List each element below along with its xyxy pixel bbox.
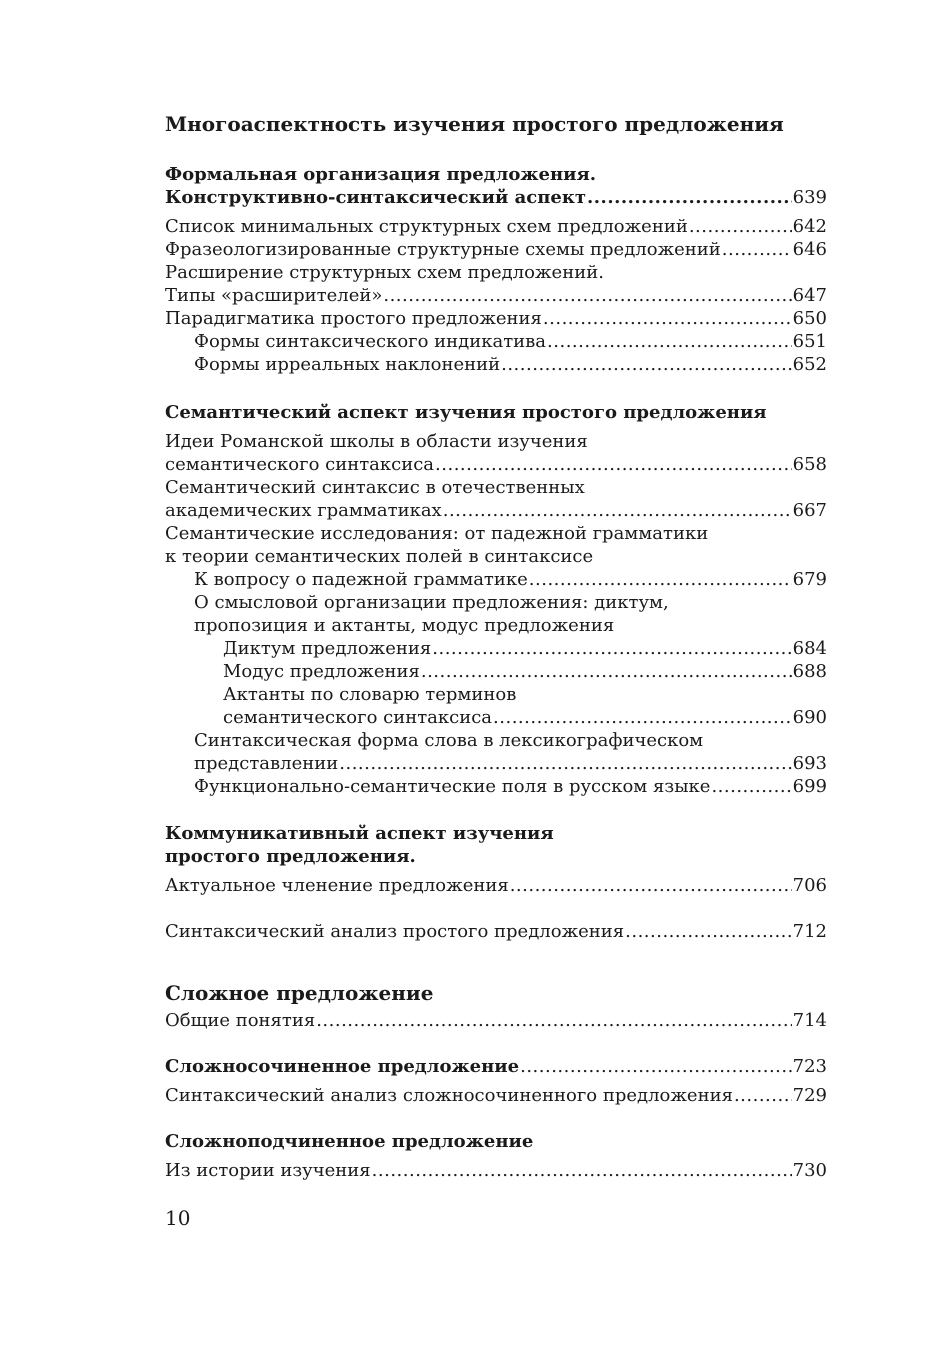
dot-leader — [421, 660, 792, 683]
dot-leader — [689, 215, 792, 238]
toc-entry-title: семантического синтаксиса — [223, 707, 493, 728]
toc-page-number: 642 — [792, 216, 827, 237]
toc-entry[interactable] — [165, 215, 827, 238]
toc-entry-title: Формы синтаксического индикатива — [194, 331, 547, 352]
toc-entry-title: Синтаксический анализ простого предложения — [165, 921, 625, 942]
toc-entry[interactable] — [165, 660, 827, 683]
toc-entry[interactable] — [165, 499, 827, 522]
toc-entry-text: Семантический синтаксис в отечественных — [165, 477, 585, 498]
toc-entry-title: Конструктивно-синтаксический аспект — [165, 187, 587, 208]
toc-page-number: 679 — [792, 569, 827, 590]
toc-entry-compound[interactable] — [165, 1055, 827, 1078]
toc-entry[interactable] — [165, 330, 827, 353]
toc-page-number: 647 — [792, 285, 827, 306]
toc-page-number: 652 — [792, 354, 827, 375]
dot-leader — [372, 1159, 792, 1182]
dot-leader — [587, 186, 792, 209]
toc-entry-title: Типы «расширителей» — [165, 285, 383, 306]
toc-page-number: 690 — [792, 707, 827, 728]
dot-leader — [734, 1084, 792, 1107]
section-heading-communicative: Коммуникативный аспект изучения — [165, 823, 554, 844]
toc-entry-title: Диктум предложения — [223, 638, 432, 659]
toc-entry-title: представлении — [194, 753, 339, 774]
dot-leader — [383, 284, 791, 307]
toc-entry-text: О смысловой организации предложения: диктум, — [194, 592, 669, 613]
dot-leader — [543, 307, 792, 330]
toc-entry[interactable] — [165, 238, 827, 261]
toc-entry-title: Актуальное членение предложения — [165, 875, 509, 896]
toc-entry[interactable] — [165, 752, 827, 775]
toc-page-number: 699 — [792, 776, 827, 797]
toc-entry-title: Общие понятия — [165, 1010, 316, 1031]
section-heading-semantic: Семантический аспект изучения простого предложения — [165, 402, 767, 423]
toc-entry-title: Сложносочиненное предложение — [165, 1056, 520, 1077]
dot-leader — [501, 353, 792, 376]
dot-leader — [435, 453, 792, 476]
dot-leader — [443, 499, 792, 522]
toc-page-number: 729 — [792, 1085, 827, 1106]
toc-entry[interactable] — [165, 1009, 827, 1032]
toc-entry-title: Фразеологизированные структурные схемы предложений — [165, 239, 721, 260]
toc-entry-title: Список минимальных структурных схем предложений — [165, 216, 688, 237]
dot-leader — [722, 238, 792, 261]
toc-entry[interactable] — [165, 1159, 827, 1182]
toc-entry[interactable] — [165, 920, 827, 943]
toc-entry[interactable] — [165, 775, 827, 798]
section-heading-formal: Формальная организация предложения. — [165, 164, 597, 185]
dot-leader — [529, 568, 792, 591]
toc-page-number: 639 — [792, 187, 827, 208]
toc-entry-formal-heading[interactable] — [165, 186, 827, 209]
dot-leader — [493, 706, 792, 729]
page-number: 10 — [165, 1206, 191, 1230]
main-heading: Многоаспектность изучения простого предложения — [165, 113, 784, 136]
dot-leader — [316, 1009, 791, 1032]
toc-entry[interactable] — [165, 307, 827, 330]
section-heading-complex: Сложное предложение — [165, 981, 434, 1005]
toc-entry[interactable] — [165, 1084, 827, 1107]
toc-entry-text: к теории семантических полей в синтаксисе — [165, 546, 594, 567]
toc-entry-title: Из истории изучения — [165, 1160, 371, 1181]
toc-entry-text: Синтаксическая форма слова в лексикографическом — [194, 730, 704, 751]
toc-page-number: 730 — [792, 1160, 827, 1181]
toc-page-number: 658 — [792, 454, 827, 475]
toc-page-number: 712 — [792, 921, 827, 942]
toc-page-number: 688 — [792, 661, 827, 682]
dot-leader — [520, 1055, 792, 1078]
toc-entry-title: К вопросу о падежной грамматике — [194, 569, 528, 590]
toc-entry-title: Формы ирреальных наклонений — [194, 354, 501, 375]
toc-entry-title: Функционально-семантические поля в русском языке — [194, 776, 711, 797]
toc-page-number: 646 — [792, 239, 827, 260]
toc-page-number: 667 — [792, 500, 827, 521]
toc-entry[interactable] — [165, 353, 827, 376]
section-heading-subordinate: Сложноподчиненное предложение — [165, 1131, 534, 1152]
section-heading-communicative-line2: простого предложения. — [165, 846, 416, 867]
dot-leader — [625, 920, 792, 943]
toc-entry-title: Модус предложения — [223, 661, 420, 682]
toc-page-number: 693 — [792, 753, 827, 774]
toc-entry-title: академических грамматиках — [165, 500, 442, 521]
toc-page-number: 706 — [792, 875, 827, 896]
toc-entry-text: Актанты по словарю терминов — [223, 684, 517, 705]
toc-entry-title: семантического синтаксиса — [165, 454, 435, 475]
toc-page-number: 651 — [792, 331, 827, 352]
toc-entry-title: Синтаксический анализ сложносочиненного предложения — [165, 1085, 733, 1106]
toc-entry[interactable] — [165, 453, 827, 476]
toc-entry[interactable] — [165, 706, 827, 729]
dot-leader — [339, 752, 791, 775]
toc-entry-text: Идеи Романской школы в области изучения — [165, 431, 588, 452]
toc-entry-title: Парадигматика простого предложения — [165, 308, 542, 329]
toc-entry-text: Семантические исследования: от падежной грамматики — [165, 523, 709, 544]
toc-entry[interactable] — [165, 284, 827, 307]
toc-entry[interactable] — [165, 874, 827, 897]
dot-leader — [711, 775, 791, 798]
toc-entry[interactable] — [165, 568, 827, 591]
toc-page-number: 684 — [792, 638, 827, 659]
dot-leader — [510, 874, 792, 897]
toc-page-number: 723 — [792, 1056, 827, 1077]
dot-leader — [432, 637, 791, 660]
toc-page-number: 650 — [792, 308, 827, 329]
toc-entry-text: пропозиция и актанты, модус предложения — [194, 615, 615, 636]
toc-entry[interactable] — [165, 637, 827, 660]
toc-entry-text: Расширение структурных схем предложений. — [165, 262, 604, 283]
dot-leader — [547, 330, 792, 353]
toc-page-number: 714 — [792, 1010, 827, 1031]
